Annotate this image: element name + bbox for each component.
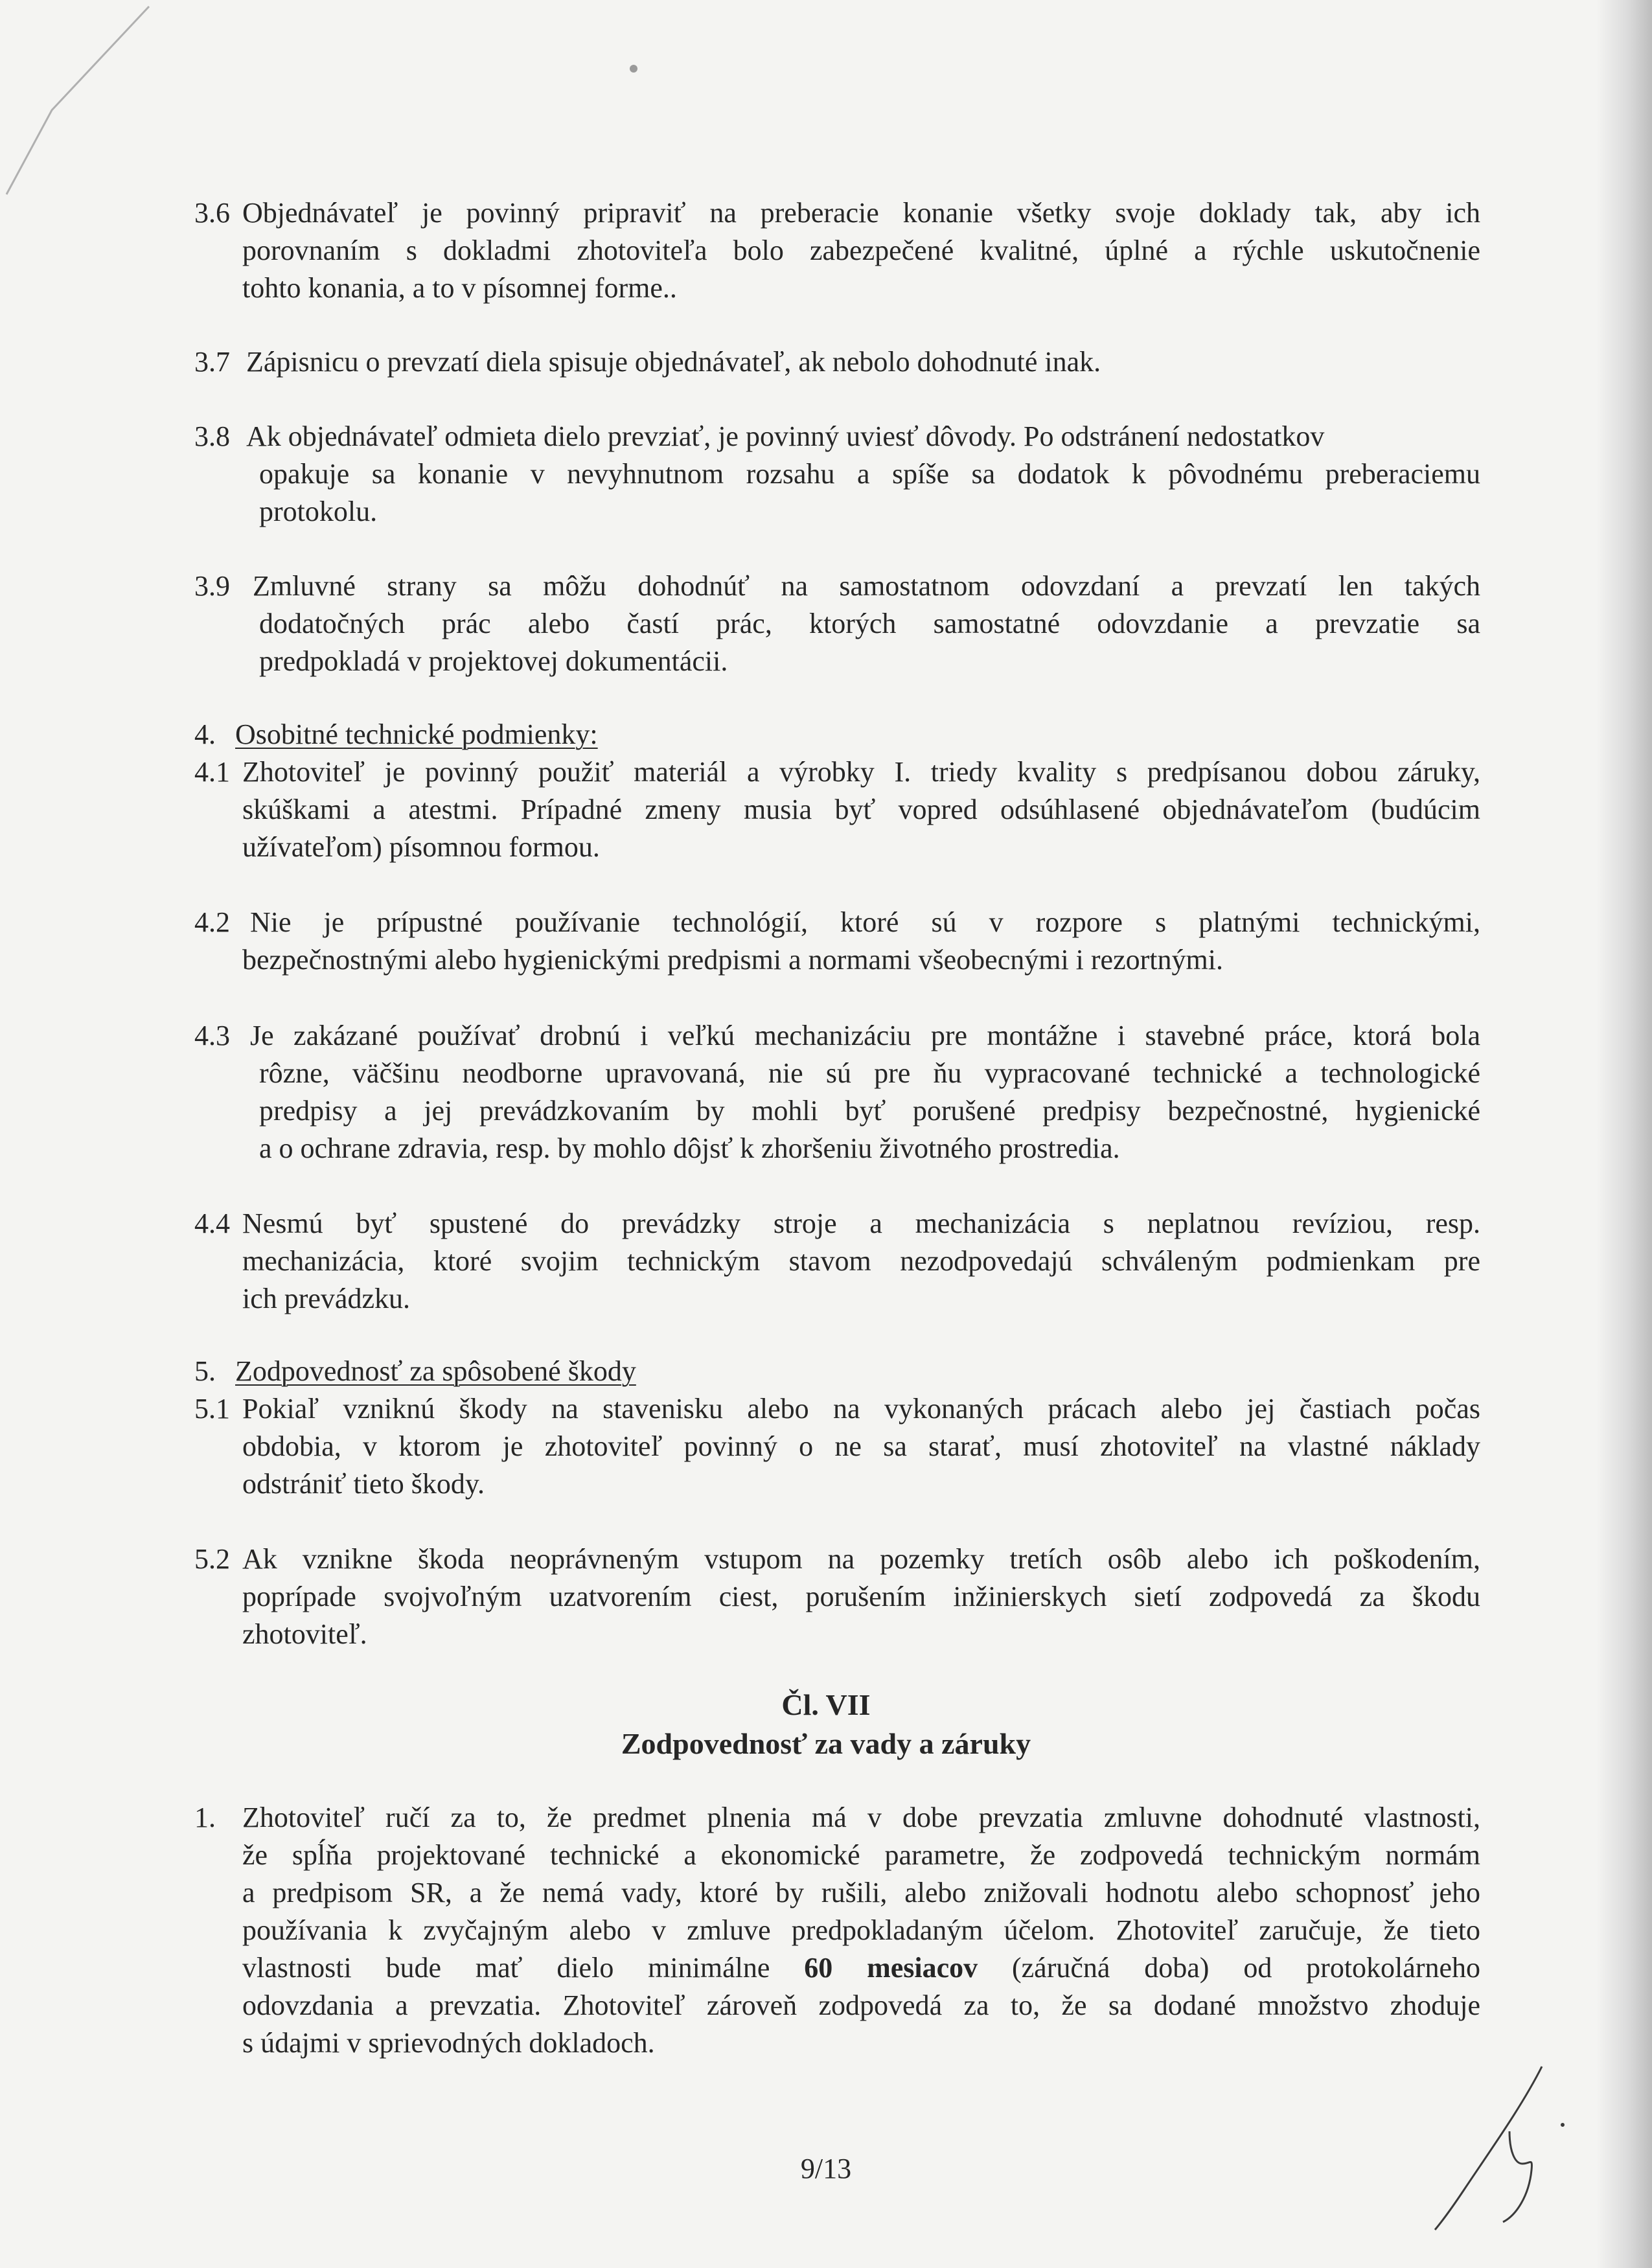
clause-number: 5.2 xyxy=(194,1543,230,1575)
clause-4-3 xyxy=(194,1017,1480,1167)
section-4-heading xyxy=(194,716,1480,753)
clause-line-warranty xyxy=(242,1949,1480,1987)
clause-line: s údajmi v sprievodných dokladoch. xyxy=(242,2027,655,2059)
article-clause-1 xyxy=(194,1799,1480,2062)
clause-line: rôzne, väčšinu neodborne upravovaná, nie sú pre ňu vypracované technické a technologické xyxy=(259,1057,1480,1089)
clause-line: Objednávateľ je povinný pripraviť na preberacie konanie všetky svoje doklady tak, aby ich xyxy=(242,197,1480,229)
handwritten-signature xyxy=(1412,2060,1581,2241)
clause-number: 5.1 xyxy=(194,1393,230,1425)
clause-line: porovnaním s dokladmi zhotoviteľa bolo zabezpečené kvalitné, úplné a rýchle uskutočnenie xyxy=(242,235,1480,266)
clause-3-8 xyxy=(194,418,1480,531)
clause-line: Ak objednávateľ odmieta dielo prevziať, je povinný uviesť dôvody. Po odstránení nedostatkov xyxy=(246,420,1325,452)
clause-line: Zmluvné strany sa môžu dohodnúť na samostatnom odovzdaní a prevzatí len takých xyxy=(253,570,1480,602)
clause-number: 4.3 xyxy=(194,1020,230,1051)
clause-line: poprípade svojvoľným uzatvorením ciest, porušením inžinierskych sietí zodpovedá za škodu xyxy=(242,1581,1480,1612)
clause-line: Nesmú byť spustené do prevádzky stroje a mechanizácia s neplatnou revíziou, resp. xyxy=(242,1208,1480,1239)
clause-number: 4.1 xyxy=(194,756,230,788)
clause-number: 3.8 xyxy=(194,420,230,452)
clause-line: Zhotoviteľ ručí za to, že predmet plnenia má v dobe prevzatia zmluvne dohodnuté vlastnosti, xyxy=(242,1802,1480,1833)
clause-line: Nie je prípustné používanie technológií, ktoré sú v rozpore s platnými technickými, xyxy=(250,906,1480,938)
clause-line: odovzdania a prevzatia. Zhotoviteľ zároveň zodpovedá za to, že sa dodané množstvo zhoduje xyxy=(242,1989,1480,2021)
section-title: Zodpovednosť za spôsobené škody xyxy=(235,1355,636,1387)
section-number: 5. xyxy=(194,1355,216,1387)
clause-line: obdobia, v ktorom je zhotoviteľ povinný o ne sa starať, musí zhotoviteľ na vlastné náklady xyxy=(242,1430,1480,1462)
clause-line: odstrániť tieto škody. xyxy=(242,1468,485,1500)
clause-number: 3.6 xyxy=(194,197,230,229)
clause-3-7 xyxy=(194,343,1480,381)
clause-number: 1. xyxy=(194,1802,216,1833)
warranty-text-after: (záručná doba) od protokolárneho xyxy=(1012,1952,1480,1984)
clause-line: mechanizácia, ktoré svojim technickým stavom nezodpovedajú schváleným podmienkam pre xyxy=(242,1245,1480,1277)
clause-4-1 xyxy=(194,753,1480,866)
clause-4-4 xyxy=(194,1205,1480,1318)
clause-line: ich prevádzku. xyxy=(242,1283,410,1314)
section-title: Osobitné technické podmienky: xyxy=(235,718,598,750)
clause-line: tohto konania, a to v písomnej forme.. xyxy=(242,272,677,304)
clause-line: a predpisom SR, a že nemá vady, ktoré by rušili, alebo znižovali hodnotu alebo schopnosť jeho xyxy=(242,1877,1480,1908)
clause-line: protokolu. xyxy=(259,496,378,527)
clause-3-9 xyxy=(194,567,1480,680)
warranty-text-before: vlastnosti bude mať dielo minimálne xyxy=(242,1952,770,1984)
clause-line: Zápisnicu o prevzatí diela spisuje objednávateľ, ak nebolo dohodnuté inak. xyxy=(246,346,1101,378)
clause-line: Je zakázané používať drobnú i veľkú mechanizáciu pre montážne i stavebné práce, ktorá bola xyxy=(250,1020,1480,1051)
scan-speck xyxy=(630,65,637,73)
clause-line: opakuje sa konanie v nevyhnutnom rozsahu a spíše sa dodatok k pôvodnému preberaciemu xyxy=(259,458,1480,490)
clause-number: 3.9 xyxy=(194,570,230,602)
clause-line: predpisy a jej prevádzkovaním by mohli byť porušené predpisy bezpečnostné, hygienické xyxy=(259,1095,1480,1127)
clause-line: užívateľom) písomnou formou. xyxy=(242,831,600,863)
clause-line: skúškami a atestmi. Prípadné zmeny musia byť vopred odsúhlasené objednávateľom (budúcim xyxy=(242,794,1480,825)
article-title: Zodpovednosť za vady a záruky xyxy=(621,1727,1031,1760)
clause-number: 4.2 xyxy=(194,906,230,938)
clause-line: dodatočných prác alebo častí prác, ktorých samostatné odovzdanie a prevzatie sa xyxy=(259,608,1480,639)
page-number: 9/13 xyxy=(800,2153,852,2184)
article-number: Čl. VII xyxy=(781,1688,871,1721)
clause-5-1 xyxy=(194,1390,1480,1503)
clause-line: používania k zvyčajným alebo v zmluve predpokladaným účelom. Zhotoviteľ zaručuje, že tieto xyxy=(242,1914,1480,1946)
corner-fold-mark xyxy=(0,0,155,233)
clause-number: 3.7 xyxy=(194,346,230,378)
clause-line: že spĺňa projektované technické a ekonomické parametre, že zodpovedá technickým normám xyxy=(242,1839,1480,1871)
clause-number: 4.4 xyxy=(194,1208,230,1239)
clause-5-2 xyxy=(194,1541,1480,1653)
clause-line: bezpečnostnými alebo hygienickými predpismi a normami všeobecnými i rezortnými. xyxy=(242,944,1223,976)
clause-line: predpokladá v projektovej dokumentácii. xyxy=(259,645,728,677)
warranty-period: 60 mesiacov xyxy=(804,1952,978,1984)
clause-line: a o ochrane zdravia, resp. by mohlo dôjsť k zhoršeniu životného prostredia. xyxy=(259,1132,1120,1164)
clause-line: zhotoviteľ. xyxy=(242,1618,367,1650)
section-number: 4. xyxy=(194,718,216,750)
clause-line: Zhotoviteľ je povinný použiť materiál a výrobky I. triedy kvality s predpísanou dobou záruky, xyxy=(242,756,1480,788)
section-5-heading xyxy=(194,1353,1480,1390)
clause-4-2 xyxy=(194,904,1480,979)
scan-edge-shadow xyxy=(1596,0,1652,2268)
clause-line: Pokiaľ vzniknú škody na stavenisku alebo na vykonaných prácach alebo jej častiach počas xyxy=(242,1393,1480,1425)
clause-3-6 xyxy=(194,194,1480,307)
clause-line: Ak vznikne škoda neoprávneným vstupom na pozemky tretích osôb alebo ich poškodením, xyxy=(242,1543,1480,1575)
